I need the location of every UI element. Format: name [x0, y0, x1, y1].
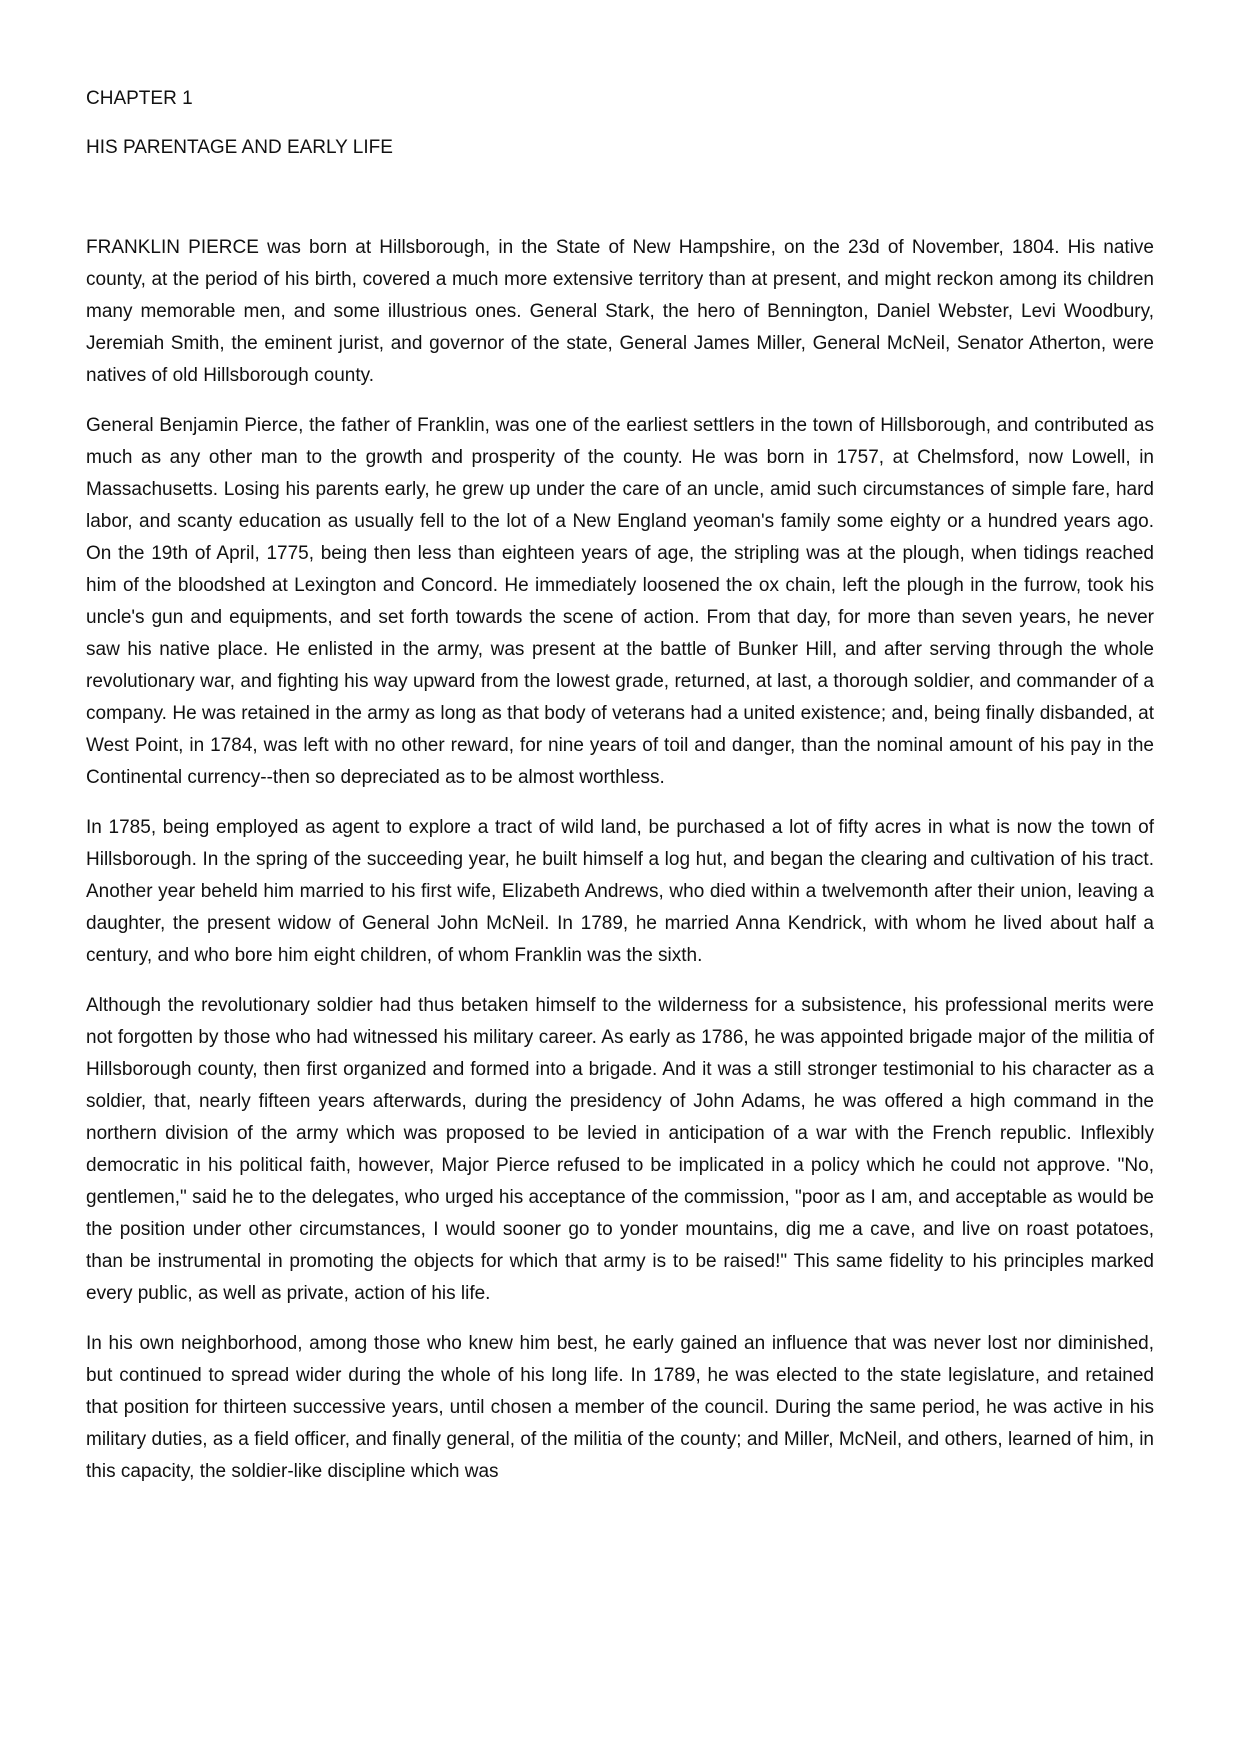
paragraph-3: In 1785, being employed as agent to explore a tract of wild land, be purchased a lot of fifty acres in what is now the town of Hillsborough. In the spring of the succeeding year, he built himself a log hut, and began the clearing and cultivation of his tract. Another year beheld him married to his first wife, Elizabeth Andrews, who died within a twelvemonth after their union, leaving a daughter, the present widow of General John McNeil. In 1789, he married Anna Kendrick, with whom he lived about half a century, and who bore him eight children, of whom Franklin was the sixth. — [86, 817, 1154, 966]
paragraph-1: FRANKLIN PIERCE was born at Hillsborough, in the State of New Hampshire, on the 23d of November, 1804. His native county, at the period of his birth, covered a much more extensive territory than at present, and might reckon among its children many memorable men, and some illustrious ones. General Stark, the hero of Bennington, Daniel Webster, Levi Woodbury, Jeremiah Smith, the eminent jurist, and governor of the state, General James Miller, General McNeil, Senator Atherton, were natives of old Hillsborough county. — [86, 237, 1154, 386]
paragraph-5: In his own neighborhood, among those who knew him best, he early gained an influence that was never lost nor diminished, but continued to spread wider during the whole of his long life. In 1789, he was elected to the state legislature, and retained that position for thirteen successive years, until chosen a member of the council. During the same period, he was active in his military duties, as a field officer, and finally general, of the militia of the county; and Miller, McNeil, and others, learned of him, in this capacity, the soldier-like discipline which was — [86, 1333, 1154, 1482]
paragraph-4: Although the revolutionary soldier had thus betaken himself to the wilderness for a subsistence, his professional merits were not forgotten by those who had witnessed his military career. As early as 1786, he was appointed brigade major of the militia of Hillsborough county, then first organized and formed into a brigade. And it was a still stronger testimonial to his character as a soldier, that, nearly fifteen years afterwards, during the presidency of John Adams, he was offered a high command in the northern division of the army which was proposed to be levied in anticipation of a war with the French republic. Inflexibly democratic in his political faith, however, Major Pierce refused to be implicated in a policy which he could not approve. "No, gentlemen," said he to the delegates, who urged his acceptance of the commission, "poor as I am, and acceptable as would be the position under other circumstances, I would sooner go to yonder mountains, dig me a cave, and live on roast potatoes, than be instrumental in promoting the objects for which that army is to be raised!" This same fidelity to his principles marked every public, as well as private, action of his life. — [86, 995, 1154, 1304]
chapter-number: CHAPTER 1 — [86, 88, 193, 109]
chapter-title: HIS PARENTAGE AND EARLY LIFE — [86, 137, 393, 158]
paragraph-2: General Benjamin Pierce, the father of Franklin, was one of the earliest settlers in the town of Hillsborough, and contributed as much as any other man to the growth and prosperity of the county. He was born in 1757, at Chelmsford, now Lowell, in Massachusetts. Losing his parents early, he grew up under the care of an uncle, amid such circumstances of simple fare, hard labor, and scanty education as usually fell to the lot of a New England yeoman's family some eighty or a hundred years ago. On the 19th of April, 1775, being then less than eighteen years of age, the stripling was at the plough, when tidings reached him of the bloodshed at Lexington and Concord. He immediately loosened the ox chain, left the plough in the furrow, took his uncle's gun and equipments, and set forth towards the scene of action. From that day, for more than seven years, he never saw his native place. He enlisted in the army, was present at the battle of Bunker Hill, and after serving through the whole revolutionary war, and fighting his way upward from the lowest grade, returned, at last, a thorough soldier, and commander of a company. He was retained in the army as long as that body of veterans had a united existence; and, being finally disbanded, at West Point, in 1784, was left with no other reward, for nine years of toil and danger, than the nominal amount of his pay in the Continental currency--then so depreciated as to be almost worthless. — [86, 415, 1154, 788]
document-page — [86, 86, 1154, 1506]
